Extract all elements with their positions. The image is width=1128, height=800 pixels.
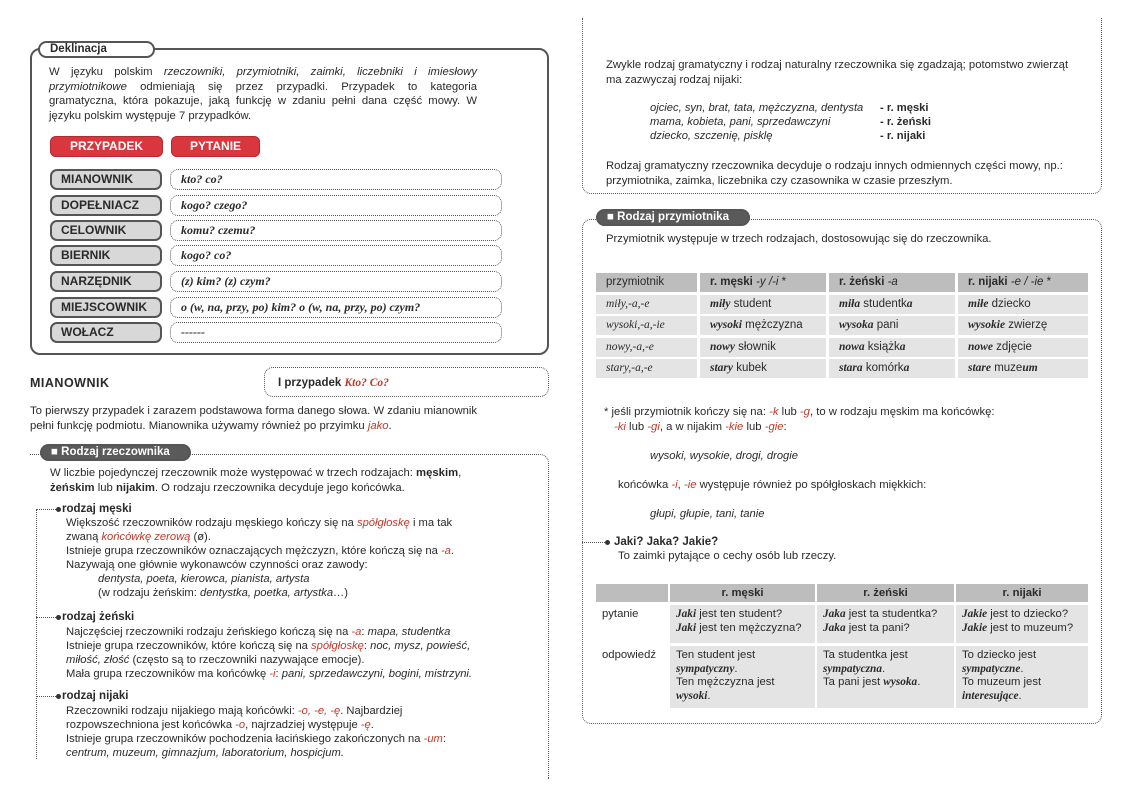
case-question: (z) kim? (z) czym?: [170, 271, 502, 292]
case-row: [50, 271, 502, 292]
bullet-connector: [36, 509, 37, 759]
adj-table-cell: stary,-a,-e: [596, 359, 697, 378]
jaki-table-cell: Jaka jest ta studentka? Jaka jest ta pani?: [817, 605, 954, 643]
jaki-row-label: odpowiedź: [596, 646, 668, 708]
bullet-marker: [36, 617, 58, 618]
case-name: MIEJSCOWNIK: [50, 297, 162, 318]
case-question: kto? co?: [170, 169, 502, 190]
case-row: [50, 220, 502, 241]
grammatical-gender-text: Rodzaj gramatyczny rzeczownika decyduje o rodzaju innych odmiennych części mowy, np.: przymiotnika, zaimka, liczebnika czy czasownika w czasie przeszłym.: [606, 160, 1063, 187]
mianownik-intro: To pierwszy przypadek i zarazem podstawowa forma danego słowa. W zdaniu mianownik pełni funkcję podmiotu. Mianownika używamy również po przyimku jako.: [30, 405, 478, 432]
case-question: o (w, na, przy, po) kim? o (w, na, przy, po) czym?: [170, 297, 502, 318]
bullet-marker: [582, 542, 607, 543]
adj-table-cell: miłe dziecko: [958, 295, 1088, 314]
adjective-gender-intro: Przymiotnik występuje w trzech rodzajach, dostosowując się do rzeczownika.: [606, 233, 992, 245]
jaki-table-cell: Ta studentka jest sympatyczna. Ta pani jest wysoka.: [817, 646, 954, 708]
masculine-text: Większość rzeczowników rodzaju męskiego kończy się na spółgłoskę i ma tak zwaną końcówkę zerową (ø). Istnieje grupa rzeczowników oznaczających mężczyzn, które kończą się na -a. Nazywają one głównie wykonawców czynności oraz zawody: dentysta, poeta, kierowca, pianista, artysta (w rodzaju żeńskim: dentystka, poetka, artystka…): [66, 517, 455, 599]
adj-table-cell: nowe zdjęcie: [958, 338, 1088, 357]
declension-intro: W języku polskim rzeczowniki, przymiotniki, zaimki, liczebniki i imiesłowy przymiotnikowe odmieniają się przez przypadki. Przypadek to kategoria gramatyczna, która pokazuje, jaką funkcję w zdaniu pełni dana część mowy. W języku polskim występuje 7 przypadków.: [49, 66, 477, 122]
adj-table-header: r. żeński -a: [829, 273, 955, 292]
case-question: kogo? czego?: [170, 195, 502, 216]
adj-table-cell: wysoka pani: [829, 316, 955, 335]
bullet-marker: [36, 509, 58, 510]
adjective-gender-title: ■ Rodzaj przymiotnika: [596, 209, 750, 226]
case-name: BIERNIK: [50, 245, 162, 266]
jaki-table-header: [596, 584, 668, 602]
adj-table-cell: miły,-a,-e: [596, 295, 697, 314]
case-name: WOŁACZ: [50, 322, 162, 343]
adj-table-cell: stary kubek: [700, 359, 826, 378]
soft-consonant-note: końcówka -i, -ie występuje również po spółgłoskach miękkich:: [618, 479, 927, 491]
heading-neuter: rodzaj nijaki: [62, 690, 129, 702]
adj-table-header: przymiotnik: [596, 273, 697, 292]
jaki-table-cell: To dziecko jest sympatyczne. To muzeum jest interesujące.: [956, 646, 1088, 708]
jaki-table-cell: Ten student jest sympatyczny. Ten mężczyzna jest wysoki.: [670, 646, 815, 708]
adj-table-cell: miły student: [700, 295, 826, 314]
header-question: PYTANIE: [171, 136, 260, 157]
case-question: komu? czemu?: [170, 220, 502, 241]
case-row: [50, 297, 502, 318]
jaki-row-label: pytanie: [596, 605, 668, 643]
noun-gender-intro: W liczbie pojedynczej rzeczownik może występować w trzech rodzajach: męskim, żeńskim lub nijakim. O rodzaju rzeczownika decyduje jego końcówka.: [50, 467, 462, 494]
adj-table-cell: wysokie zwierzę: [958, 316, 1088, 335]
case-name: MIANOWNIK: [50, 169, 162, 190]
header-case: PRZYPADEK: [50, 136, 163, 157]
heading-masculine: rodzaj męski: [62, 503, 132, 515]
heading-feminine: rodzaj żeński: [62, 611, 135, 623]
bullet-marker: [36, 696, 58, 697]
neuter-text: Rzeczowniki rodzaju nijakiego mają końcówki: -o, -e, -ę. Najbardziej rozpowszechniona jest końcówka -o, najrzadziej występuje -ę. Istnieje grupa rzeczowników pochodzenia łacińskiego zakończonych na -um: centrum, muzeum, gimnazjum, laboratorium, hospicjum.: [66, 705, 446, 759]
section-title-mianownik: MIANOWNIK: [30, 376, 110, 390]
case-question: kogo? co?: [170, 245, 502, 266]
jaki-table-cell: Jaki jest ten student? Jaki jest ten mężczyzna?: [670, 605, 815, 643]
adjective-note: * jeśli przymiotnik kończy się na: -k lub -g, to w rodzaju męskim ma końcówkę: -ki lub -gi, a w nijakim -kie lub -gie:: [604, 406, 995, 433]
case-name: DOPEŁNIACZ: [50, 195, 162, 216]
adj-table-header: r. nijaki -e / -ie *: [958, 273, 1088, 292]
adj-table-cell: nowy słownik: [700, 338, 826, 357]
declension-title: Deklinacja: [38, 41, 155, 58]
case-pill-text: I przypadek Kto? Co?: [278, 377, 389, 389]
noun-gender-title: ■ Rodzaj rzeczownika: [40, 444, 191, 461]
adj-table-cell: miła studentka: [829, 295, 955, 314]
jaki-table-header: r. męski: [670, 584, 815, 602]
case-question: ------: [170, 322, 502, 343]
jaki-table-header: r. nijaki: [956, 584, 1088, 602]
adj-table-cell: nowa książka: [829, 338, 955, 357]
adj-table-cell: wysoki,-a,-ie: [596, 316, 697, 335]
feminine-text: Najczęściej rzeczowniki rodzaju żeńskiego kończą się na -a: mapa, studentka Istnieje grupa rzeczowników, które kończą się na spółgłoskę: noc, mysz, powieść, miłość, złość (często są to rzeczowniki nazywające emocje). Mała grupa rzeczowników ma końcówkę -i: pani, sprzedawczyni, bogini, mistrzyni.: [66, 626, 473, 680]
heading-jaki: Jaki? Jaka? Jakie?: [614, 536, 719, 548]
adjective-examples: wysoki, wysokie, drogi, drogie: [650, 450, 798, 462]
adj-table-cell: wysoki mężczyzna: [700, 316, 826, 335]
case-name: CELOWNIK: [50, 220, 162, 241]
jaki-table-cell: Jakie jest to dziecko? Jakie jest to muzeum?: [956, 605, 1088, 643]
soft-consonant-examples: głupi, głupie, tani, tanie: [650, 508, 765, 520]
jaki-table-header: r. żeński: [817, 584, 954, 602]
case-name: NARZĘDNIK: [50, 271, 162, 292]
case-row: [50, 169, 502, 190]
natural-gender-text: Zwykle rodzaj gramatyczny i rodzaj naturalny rzeczownika się zgadzają; potomstwo zwierząt ma zazwyczaj rodzaj nijaki:: [606, 59, 1069, 86]
adj-table-cell: stare muzeum: [958, 359, 1088, 378]
case-row: [50, 245, 502, 266]
adj-table-cell: stara komórka: [829, 359, 955, 378]
case-row: [50, 322, 502, 343]
adj-table-cell: nowy,-a,-e: [596, 338, 697, 357]
jaki-subtitle: To zaimki pytające o cechy osób lub rzeczy.: [618, 550, 837, 562]
case-row: [50, 195, 502, 216]
adj-table-header: r. męski -y /-i *: [700, 273, 826, 292]
